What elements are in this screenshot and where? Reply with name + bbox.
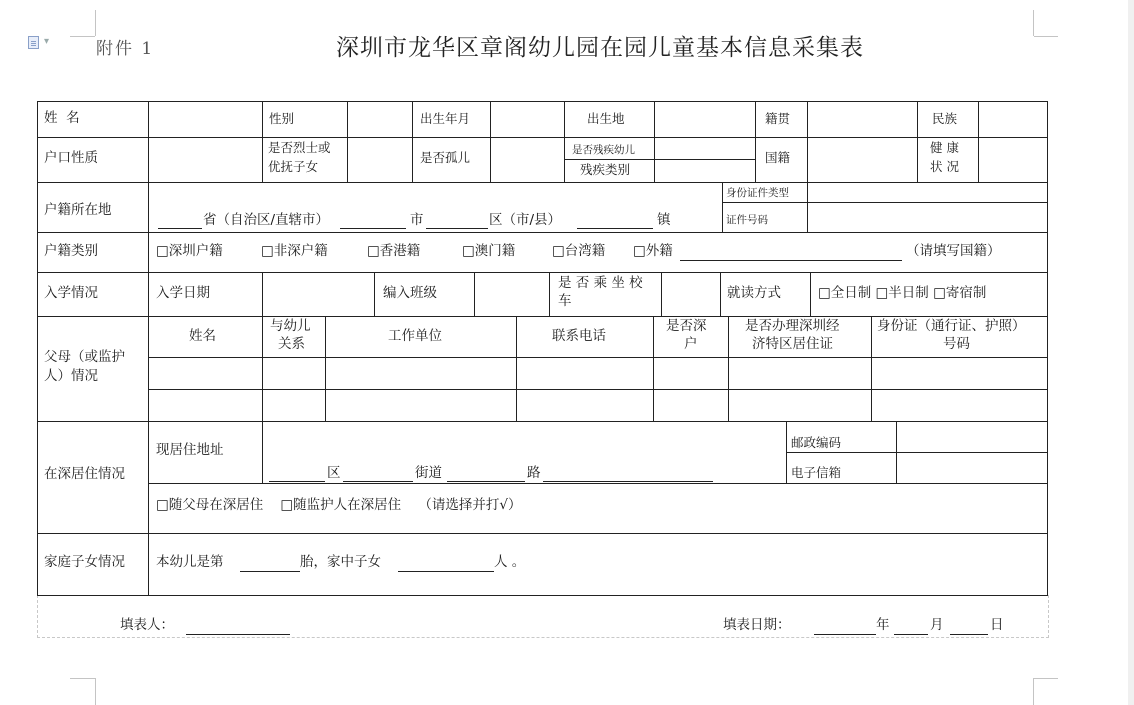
col-shenzhen-hukou-line2: 户 [684,336,698,352]
col-shenzhen-hukou-line1: 是否深 [666,318,707,334]
nationality-label: 国籍 [765,150,791,165]
col-name: 姓名 [189,328,216,344]
address-road-blank[interactable] [447,481,525,482]
province-blank[interactable] [158,228,202,229]
parents-section-label-line2: 人）情况 [44,368,98,384]
family-sentence-part3: 人 。 [494,554,526,570]
crop-mark-top-left-h [70,36,95,37]
enrollment-label: 入学情况 [44,285,98,301]
school-bus-label-line2: 车 [558,293,572,309]
family-section-label: 家庭子女情况 [44,554,125,570]
children-count-blank[interactable] [398,571,494,572]
school-bus-label-line1: 是 否 乘 坐 校 [558,275,643,291]
col-residence-permit-line1: 是否办理深圳经 [745,318,840,334]
district-blank[interactable] [426,228,488,229]
study-mode-options[interactable]: □全日制 □半日制 □寄宿制 [818,285,987,301]
martyr-label-line1: 是否烈士或 [268,140,331,155]
crop-mark-bottom-left [95,678,96,705]
id-number-label: 证件号码 [726,214,768,226]
day-blank[interactable] [950,634,988,635]
health-label-line1: 健 康 [930,140,959,155]
crop-mark-top-right-h [1034,36,1058,37]
town-blank[interactable] [577,228,653,229]
email-label: 电子信箱 [791,465,842,480]
col-phone: 联系电话 [552,328,606,344]
address-number-blank[interactable] [543,481,713,482]
disability-type-label: 残疾类别 [580,162,631,177]
birthplace-label: 出生地 [587,111,625,126]
birth-order-blank[interactable] [240,571,300,572]
live-with-options[interactable]: □随父母在深居住 □随监护人在深居住 （请选择并打√） [156,497,522,513]
hukou-category-label: 户籍类别 [44,243,98,259]
address-street-text: 街道 [415,465,442,481]
id-type-label: 身份证件类型 [726,187,789,199]
page-title: 深圳市龙华区章阁幼儿园在园儿童基本信息采集表 [336,35,864,61]
crop-mark-bottom-right [1033,678,1034,705]
city-text: 市 [410,212,424,228]
town-text: 镇 [657,212,671,228]
crop-mark-bottom-right-h [1034,678,1058,679]
col-relation-line2: 关系 [278,336,305,352]
family-sentence-part1: 本幼儿是第 [156,554,224,570]
postcode-label: 邮政编码 [791,435,842,450]
col-id-number-line1: 身份证（通行证、护照） [877,318,1026,334]
birth-date-label: 出生年月 [420,111,471,126]
month-blank[interactable] [894,634,928,635]
option-hongkong[interactable]: □香港籍 [367,243,421,259]
option-non-shenzhen-hukou[interactable]: □非深户籍 [261,243,328,259]
province-text: 省（自治区/直辖市） [203,212,330,228]
health-label-line2: 状 况 [930,159,959,174]
col-relation-line1: 与幼儿 [270,318,311,334]
day-text: 日 [990,617,1004,633]
fill-date-label: 填表日期： [723,617,791,633]
orphan-label: 是否孤儿 [420,150,471,165]
city-blank[interactable] [340,228,406,229]
col-residence-permit-line2: 济特区居住证 [752,336,833,352]
family-sentence-part2: 胎，家中子女 [300,554,381,570]
fill-nationality-note: （请填写国籍） [906,243,1001,259]
crop-mark-top-left [95,10,96,36]
option-taiwan[interactable]: □台湾籍 [552,243,606,259]
class-label: 编入班级 [383,285,437,301]
address-street-blank[interactable] [343,481,413,482]
entry-date-label: 入学日期 [156,285,210,301]
attachment-label: 附件 1 [96,39,155,59]
address-district-text: 区 [327,465,341,481]
address-district-blank[interactable] [269,481,325,482]
study-mode-label: 就读方式 [727,285,781,301]
option-macau[interactable]: □澳门籍 [462,243,516,259]
address-road-text: 路 [527,465,541,481]
nationality-blank[interactable] [680,260,902,261]
filler-label: 填表人： [120,617,174,633]
chevron-down-icon[interactable]: ▾ [44,36,50,47]
option-foreign[interactable]: □外籍 [633,243,673,259]
hukou-place-label: 户籍所在地 [44,202,112,218]
crop-mark-top-right [1033,10,1034,36]
col-id-number-line2: 号码 [943,336,970,352]
year-blank[interactable] [814,634,876,635]
native-place-label: 籍贯 [765,111,791,126]
current-address-label: 现居住地址 [156,442,224,458]
crop-mark-bottom-left-h [70,678,95,679]
page-frame [37,595,1049,638]
district-county-text: 区（市/县） [489,212,562,228]
year-text: 年 [876,617,890,633]
gender-label: 性别 [269,111,295,126]
martyr-label-line2: 优抚子女 [268,159,319,174]
month-text: 月 [930,617,944,633]
ethnicity-label: 民族 [932,111,958,126]
hukou-nature-label: 户口性质 [44,150,98,166]
filler-blank[interactable] [186,634,290,635]
col-employer: 工作单位 [388,328,442,344]
document-icon[interactable] [28,36,39,49]
scrollbar[interactable] [1128,0,1134,705]
residence-section-label: 在深居住情况 [44,466,125,482]
option-shenzhen-hukou[interactable]: □深圳户籍 [156,243,223,259]
parents-section-label-line1: 父母（或监护 [44,349,125,365]
name-label: 姓 名 [44,110,80,126]
disabled-child-label: 是否残疾幼儿 [572,144,635,156]
